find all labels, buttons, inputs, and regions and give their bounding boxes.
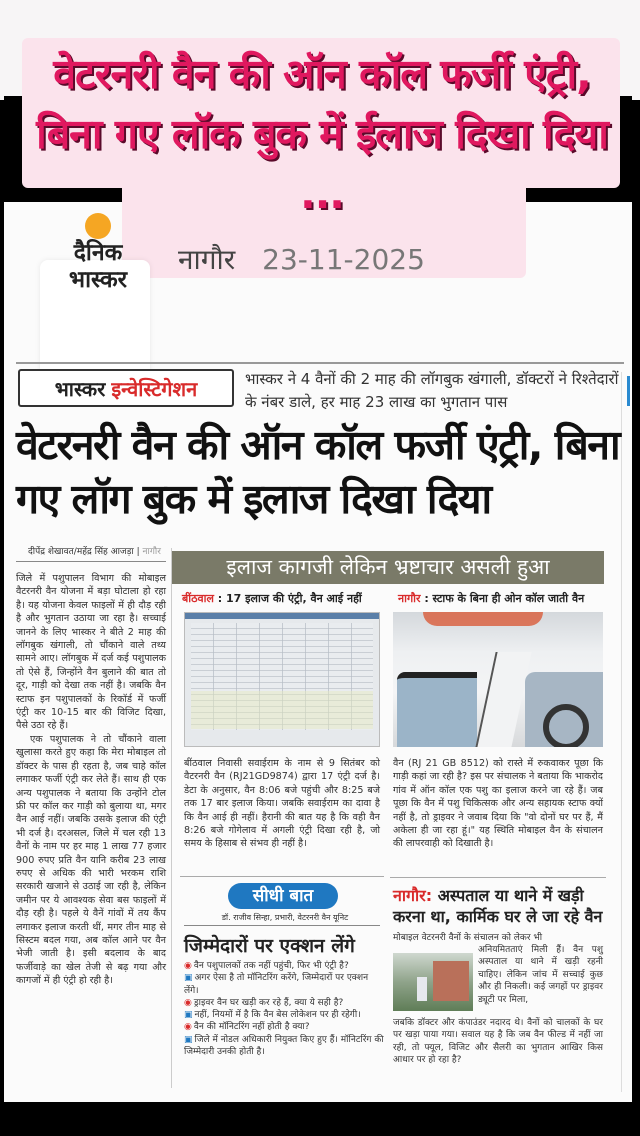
section-rule <box>390 877 606 878</box>
caption-place: बींठवाल <box>182 592 214 605</box>
caption-text: : 17 इलाज की एंट्री, वैन आई नहीं <box>213 592 362 605</box>
logo-line1: दैनिक <box>73 240 123 266</box>
logbook-header <box>185 613 379 619</box>
column-divider <box>171 548 172 1088</box>
qa-answer: ▣ जिले में नोडल अधिकारी नियुक्त किए हुए हैं। मॉनिटरिंग की जिम्मेदारी उनकी होती है। <box>184 1034 384 1059</box>
logo-line2: भास्कर <box>68 267 128 293</box>
qa-label-pill: सीधी बात <box>228 883 338 909</box>
van-parked <box>417 977 427 1001</box>
qa-answer: ▣ नहीं, नियमों में है कि वैन बेस लोकेशन पर ही रहेगी। <box>184 1009 384 1021</box>
van-photo <box>393 612 603 747</box>
badge-brand: भास्कर <box>54 376 106 401</box>
logbook-photo <box>184 612 380 747</box>
side-story-headline <box>393 885 608 927</box>
badge-label: इन्वेस्टिगेशन <box>111 376 198 401</box>
investigation-badge <box>18 369 234 407</box>
qa-answer: ▣ अगर ऐसा है तो मॉनिटरिंग करेंगे, जिम्मेदारों पर एक्शन लेंगे। <box>184 972 384 997</box>
sun-logo-icon <box>85 213 111 239</box>
left-photo-caption <box>182 591 362 606</box>
van-roof <box>423 612 543 626</box>
caption-place: नागौर <box>398 592 421 605</box>
overlay-headline: वेटरनरी वैन की ऑन कॉल फर्जी एंट्री, बिना गए लॉक बुक में ईलाज दिखा दिया ... <box>36 50 608 218</box>
qa-question: ◉ वैन की मॉनिटरिंग नहीं होती है क्या? <box>184 1021 384 1033</box>
right-photo-story: वैन (RJ 21 GB 8512) को रास्ते में रुकवाकर पूछा कि गाड़ी कहां जा रही है? इस पर संचालक ने बताया कि भाकरोद गांव में ऑन कॉल एक पशु का इलाज करने जा रहे हैं। जब पूछा कि वैन में पशु चिकित्सक और अन्य सहायक स्टाफ क्यों नहीं है, तो ड्राइवर ने जवाब दिया कि "वो दोनों घर पर हैं, मैं अकेला ही जा रहा हूं।" यह स्थिति मोबाइल वैन के संचालन की लापरवाही को दिखाती है। <box>393 758 603 850</box>
byline-place: नागौर <box>142 547 161 557</box>
edge-marker <box>627 376 630 406</box>
van-window <box>397 672 477 747</box>
qa-list <box>184 960 384 1058</box>
byline-rule <box>16 561 166 562</box>
building <box>433 961 469 1001</box>
qa-rule <box>184 925 380 926</box>
side-story-place: नागौर: <box>393 886 433 905</box>
logbook-highlight <box>191 691 373 729</box>
section-rule <box>180 876 384 877</box>
city: नागौर <box>178 243 236 276</box>
side-story-text: अनियमितताएं मिली हैं। वैन पशु अस्पताल या थाने में खड़ी रहनी चाहिए। लेकिन जांच में सच्चाई कुछ और ही निकली। कई जगहों पर ड्राइवर ड्यूटी पर मिला, <box>478 945 603 1005</box>
dateline <box>178 240 425 278</box>
body-paragraph: जिले में पशुपालन विभाग की मोबाइल वैटरनरी वैन योजना में बड़ा घोटाला हो रहा है। यह योजना केवल फाइलों में ही दौड़ रही है और भुगतान उठाया जा रहा है। सच्चाई जानने के लिए भास्कर ने बीते 2 माह की लॉगबुक खंगाली, तो चौंकाने वाले तथ्य सामने आए। लॉगबुक में दर्ज कई पशुपालक तो ऐसे हैं, जिन्होंने वैन बुलाने की बात तो दूर, गाड़ी को देखा तक नहीं है। जबकि वैन स्टाफ इन पशुपालकों के रिकॉर्ड में फर्जी एंट्री कर 10-15 बार की विजिट दिखा, पैसे उठा रहे हैं। <box>16 573 166 732</box>
side-story-text: जबकि डॉक्टर और कंपाउंडर नदारद थे। वैनों को चालकों के घर पर खड़ा पाया गया। सवाल यह है कि जब वैन फील्ड में नहीं जा रही, तो फ्यूल, विजिट और सैलरी का भुगतान आखिर किस आधार पर हो रहा है? <box>393 1018 603 1066</box>
kicker: भास्कर ने 4 वैनों की 2 माह की लॉगबुक खंगाली, डॉक्टरों ने रिश्तेदारों के नंबर डाले, हर माह 23 लाख का भुगतान पास <box>245 370 619 411</box>
side-story-title: अस्पताल या थाने में खड़ी करना था, कार्मिक घर ले जा रहे वैन <box>393 886 603 926</box>
byline: दीपेंद्र शेखावत/महेंद्र सिंह आजड़ा | नागौर <box>28 547 161 557</box>
main-headline: वेटरनरी वैन की ऑन कॉल फर्जी एंट्री, बिना गए लॉग बुक में इलाज दिखा दिया <box>16 421 620 523</box>
top-rule <box>16 362 624 364</box>
qa-question: ◉ वैन पशुपालकों तक नहीं पहुंची, फिर भी एंट्री है? <box>184 960 384 972</box>
photo-section-title: इलाज कागजी लेकिन भ्रष्टाचार असली हुआ <box>172 551 604 584</box>
qa-title: जिम्मेदारों पर एक्शन लेंगे <box>184 935 355 957</box>
bottom-black-bar <box>0 1102 640 1136</box>
building-photo <box>393 953 473 1011</box>
right-photo-caption <box>398 591 584 606</box>
side-story-intro: मोबाइल वेटरनरी वैनों के संचालन को लेकर भी <box>393 933 543 943</box>
newspaper-logo <box>48 240 148 294</box>
van-pillar <box>474 652 531 747</box>
qa-question: ◉ ड्राइवर वैन घर खड़ी कर रहे हैं, क्या ये सही है? <box>184 997 384 1009</box>
body-paragraph: एक पशुपालक ने तो चौंकाने वाला खुलासा करते हुए कहा कि मेरा मोबाइल तो डॉक्टर के पास ही रहता है, जब चाहे कॉल लगाकर फर्जी एंट्री कर लेते हैं। साथ ही एक अन्य पशुपालक ने बताया कि उन्होंने टोल फ्री पर कॉल कर गाड़ी को बुलाया था, मगर वैन आई नहीं। जबकि उसके इलाज की एंट्री भी दर्ज है। दरअसल, जिले में चल रही 13 वैनों के नाम पर हर माह 1 लाख 77 हजार 900 रुपए प्रति वैन यानि करीब 23 लाख रुपए से अधिक की भारी भरकम राशि सरकारी खजाने से उठाई जा रही है, लेकिन जमीन पर ये आवश्यक सेवा बस फाइलों में दौड़ रही है। पहले ये वैनें गांवों में तय कैंप लगाकर इलाज करती थीं, मगर तीन माह से सिस्टम बदल गया, अब कॉल आने पर वैन भेजी जाती है। इसी बदलाव के बाद फर्जीवाड़े का खेल तेजी से बढ़ गया और कागजों में ही एंट्री हो रही है। <box>16 733 166 987</box>
steering-wheel <box>543 704 589 747</box>
left-photo-story: बींठवाल निवासी सवाईराम के नाम से 9 सितंबर को वैटरनरी वैन (RJ21GD9874) द्वारा 17 एंट्री दर्ज है। डेटा के अनुसार, वैन 8:06 बजे पहुंची और 8:25 बजे तक 17 बार इलाज किया। जबकि सवाईराम का दावा है कि वैन आई ही नहीं। हैरानी की बात यह है कि वही वैन 8:26 बजे गोगेलाव में अगली एंट्री दिखा रही है, जो समय के हिसाब से संभव ही नहीं है। <box>184 758 380 850</box>
caption-text: : स्टाफ के बिना ही ओन कॉल जाती वैन <box>420 592 585 605</box>
byline-authors: दीपेंद्र शेखावत/महेंद्र सिंह आजड़ा <box>28 547 134 557</box>
qa-byline: डॉ. राजीव सिन्हा, प्रभारी, वेटरनरी वैन यूनिट <box>221 913 349 922</box>
date: 23-11-2025 <box>262 243 425 276</box>
article-body <box>16 572 166 988</box>
